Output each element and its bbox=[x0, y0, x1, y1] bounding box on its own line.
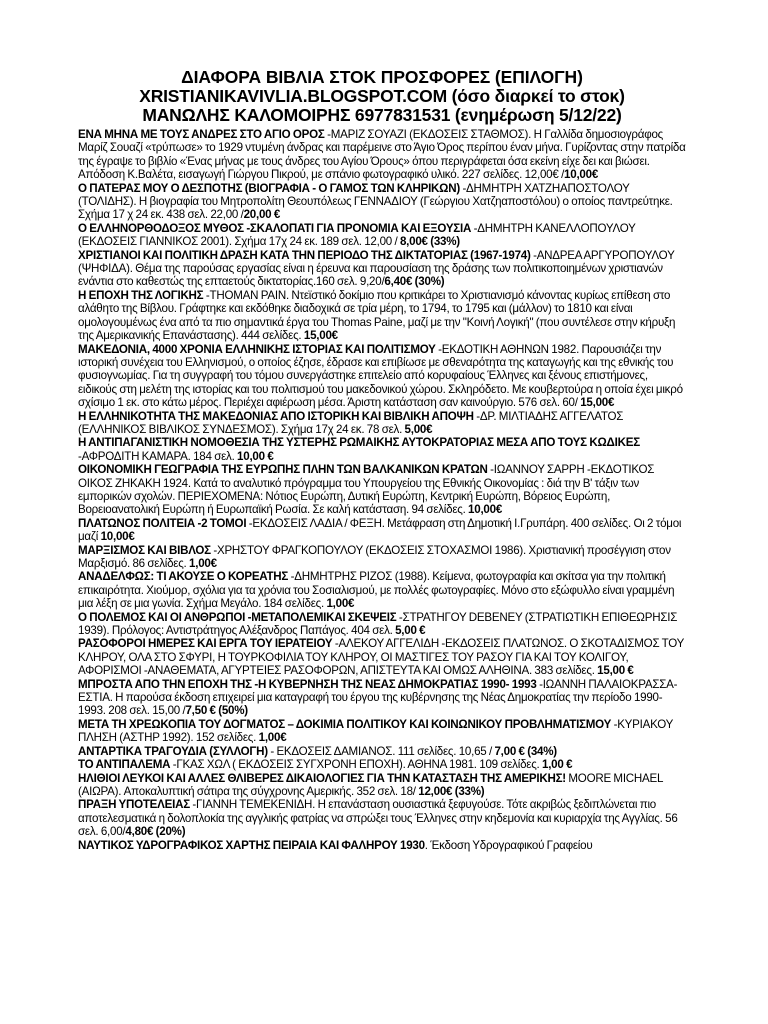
book-price: 12,00€ (33%) bbox=[418, 783, 485, 798]
book-price: 20,00 € bbox=[243, 207, 281, 222]
header-contact: ΜΑΝΩΛΗΣ ΚΑΛΟΜΟΙΡΗΣ 6977831531 (ενημέρωση 5/12/22) bbox=[142, 105, 622, 125]
book-entry bbox=[78, 517, 686, 544]
book-price: 5,00€ bbox=[404, 421, 433, 436]
book-title: Η ΑΝΤΙΠΑΓΑΝΙΣΤΙΚΗ ΝΟΜΟΘΕΣΙΑ ΤΗΣ ΥΣΤΕΡΗΣ ΡΩΜΑΙΚΗΣ ΑΥΤΟΚΡΑΤΟΡΙΑΣ ΜΕΣΑ ΑΠΟ ΤΟΥΣ ΚΩΔΙΚΕΣ bbox=[78, 435, 640, 450]
book-description: -ΙΩΑΝΝΟΥ ΣΑΡΡΗ -ΕΚΔΟΤΙΚΟΣ ΟΙΚΟΣ ΖΗΚΑΚΗ 1924. Κατά το αναλυτικό πρόγραμμα του Υπουργείου της Εθνικής Οικονομίας : διά την Β' τάξιν των εμπορικών σχολών. ΠΕΡΙΕΧΟΜΕΝΑ: Νότιος Ευρώπη, Δυτική Ευρώπη, Κεντρική Ευρώπη, Βόρειος Ευρώπη, Βορειοανατολική Ευρώπη ή Ευρωπαϊκή Ρωσία. Σε καλή κατάσταση. 94 σελίδες. bbox=[78, 462, 655, 517]
book-title: ΤΟ ΑΝΤΙΠΑΛΕΜΑ bbox=[78, 757, 171, 772]
book-entry bbox=[78, 544, 686, 571]
book-title: ΑΝΤΑΡΤΙΚΑ ΤΡΑΓΟΥΔΙΑ (ΣΥΛΛΟΓΗ) bbox=[78, 743, 268, 758]
book-description: -ΙΩΑΝΝΗ ΠΑΛΑΙΟΚΡΑΣΣΑ- ΕΣΤΙΑ. Η παρούσα έκδοση επιχειρεί μια καταγραφή του έργου της κυβέρνησης της Νέας Δημοκρατίας την περίοδο 1990-1993. 208 σελ. 15,00 / bbox=[78, 676, 678, 718]
book-title: ΝΑΥΤΙΚΟΣ ΥΔΡΟΓΡΑΦΙΚΟΣ ΧΑΡΤΗΣ ΠΕΙΡΑΙΑ ΚΑΙ ΦΑΛΗΡΟΥ 1930 bbox=[78, 837, 425, 852]
book-entry bbox=[78, 128, 686, 182]
book-title: Ο ΕΛΛΗΝΟΡΘΟΔΟΞΟΣ ΜΥΘΟΣ -ΣΚΑΛΟΠΑΤΙ ΓΙΑ ΠΡΟΝΟΜΙΑ ΚΑΙ ΕΞΟΥΣΙΑ bbox=[78, 220, 472, 235]
book-price: 6,40€ (30%) bbox=[384, 274, 445, 289]
book-description: -ΕΚΔΟΣΕΙΣ ΛΑΔΙΑ / ΦΕΞΗ. Μετάφραση στη Δημοτική Ι.Γρυπάρη. 400 σελίδες. Οι 2 τόμοι μαζί bbox=[78, 515, 682, 544]
book-entry bbox=[78, 182, 686, 222]
book-title: ΠΡΑΞΗ ΥΠΟΤΕΛΕΙΑΣ bbox=[78, 797, 190, 812]
book-entry bbox=[78, 222, 686, 249]
book-title: ΜΕΤΑ ΤΗ ΧΡΕΩΚΟΠΙΑ ΤΟΥ ΔΟΓΜΑΤΟΣ – ΔΟΚΙΜΙΑ ΠΟΛΙΤΙΚΟΥ ΚΑΙ ΚΟΙΝΩΝΙΚΟΥ ΠΡΟΒΛΗΜΑΤΙΣΜΟΥ bbox=[78, 716, 612, 731]
book-entry bbox=[78, 637, 686, 677]
book-entry bbox=[78, 718, 686, 745]
book-title: Ο ΠΑΤΕΡΑΣ ΜΟΥ Ο ΔΕΣΠΟΤΗΣ (ΒΙΟΓΡΑΦΙΑ - Ο ΓΑΜΟΣ ΤΩΝ ΚΛΗΡΙΚΩΝ) bbox=[78, 180, 460, 195]
book-entry bbox=[78, 745, 686, 758]
book-title: ΧΡΙΣΤΙΑΝΟΙ ΚΑΙ ΠΟΛΙΤΙΚΗ ΔΡΑΣΗ ΚΑΤΑ ΤΗΝ ΠΕΡΙΟΔΟ ΤΗΣ ΔΙΚΤΑΤΟΡΙΑΣ (1967-1974) bbox=[78, 247, 531, 262]
book-title: Ο ΠΟΛΕΜΟΣ ΚΑΙ ΟΙ ΑΝΘΡΩΠΟΙ -ΜΕΤΑΠΟΛΕΜΙΚΑΙ ΣΚΕΨΕΙΣ bbox=[78, 609, 397, 624]
header-blog-url: XRISTIANIKAVIVLIA.BLOGSPOT.COM (όσο διαρκεί το στοκ) bbox=[139, 86, 625, 106]
book-price: 15,00€ bbox=[303, 328, 338, 343]
book-entry bbox=[78, 758, 686, 771]
document-header bbox=[78, 68, 686, 125]
book-description: -THOMAN PAIN. Ντεϊστικό δοκίμιο που κριτικάρει το Χριστιανισμό κάνοντας κυρίως επίθεση στο αλάθητο της Βίβλου. Γράφτηκε και εκδόθηκε διαδοχικά σε τρία μέρη, το 1794, το 1795 και (μάλλον) το 1810 και είναι ομολογουμένως ένα από τα πιο σημαντικά έργα του Thomas Paine, μαζί με την "Κοινή Λογική" (που συντέλεσε στην κήρυξη της Αμερικανικής Επανάστασης). 444 σελίδες. bbox=[78, 287, 676, 343]
book-title: ΕΝΑ ΜΗΝΑ ΜΕ ΤΟΥΣ ΑΝΔΡΕΣ ΣΤΟ ΑΓΙΟ ΟΡΟΣ bbox=[78, 127, 325, 141]
book-entry bbox=[78, 772, 686, 799]
book-price: 8,00€ (33%) bbox=[399, 234, 460, 249]
book-description: -ΕΚΔΟΤΙΚΗ ΑΘΗΝΩΝ 1982. Παρουσιάζει την ιστορική συνέχεια του Ελληνισμού, ο οποίος έζησε, έδρασε και επιβίωσε με σθεναρότητα της καταγωγής και της εθνικής του φυσιογνωμίας. Για τη συγγραφή του τόμου συνεργάστηκε επιτελείο από κορυφαίους Έλληνες και ξένους επιστήμονες, ειδικούς στη μελέτη της ιστορίας και του πολιτισμού του μακεδονικού χώρου. Σκληρόδετο. Με κουβερτούρα η οποία έχει μικρό σχίσιμο 1 εκ. στο κάτω μέρος. Περιέχει αφιέρωση μέσα. Άριστη κατάσταση σαν καινούργιο. 576 σελ. 60/ bbox=[78, 341, 683, 410]
book-entry bbox=[78, 436, 686, 463]
book-price: 10,00€ bbox=[468, 502, 503, 517]
book-price: 10,00€ bbox=[564, 167, 599, 182]
book-price: 10,00€ bbox=[100, 529, 135, 544]
book-entry bbox=[78, 463, 686, 517]
book-description: -ΔΡ. ΜΙΛΤΙΑΔΗΣ ΑΓΓΕΛΑΤΟΣ (ΕΛΛΗΝΙΚΟΣ ΒΙΒΛΙΚΟΣ ΣΥΝΔΕΣΜΟΣ). Σχήμα 17χ 24 εκ. 78 σελ. bbox=[78, 408, 624, 436]
book-title: ΜΑΡΞΙΣΜΟΣ ΚΑΙ ΒΙΒΛΟΣ bbox=[78, 542, 211, 557]
book-price: 15,00€ bbox=[580, 395, 615, 410]
book-description: -ΑΝΔΡΕΑ ΑΡΓΥΡΟΠΟΥΛΟΥ (ΨΗΦΙΔΑ). Θέμα της παρούσας εργασίας είναι η έρευνα και παρουσίαση της δράσης των πολιτικοποιημένων χριστιανών ενάντια στο καθεστώς της επταετούς δικτατορίας.160 σελ. 9,20/ bbox=[78, 247, 675, 289]
book-price: 1,00€ bbox=[326, 596, 355, 611]
book-entry bbox=[78, 678, 686, 718]
book-price: 4,80€ (20%) bbox=[125, 824, 186, 839]
book-title: Η ΕΠΟΧΗ ΤΗΣ ΛΟΓΙΚΗΣ bbox=[78, 287, 204, 302]
book-description: -ΔΗΜΗΤΡΗΣ ΡΙΖΟΣ (1988). Κείμενα, φωτογραφία και σκίτσα για την πολιτική επικαιρότητα. Χιούμορ, σχόλια για τα χρόνια του Σοσιαλισμού, με πολλές φωτογραφίες. Μόνο στο εξώφυλλο είναι γραμμένη μια λέξη σε μια γωνία. Σχήμα Μεγάλο. 184 σελίδες. bbox=[78, 569, 675, 611]
book-price: 1,00€ bbox=[189, 556, 217, 570]
book-description: - ΕΚΔΟΣΕΙΣ ΔΑΜΙΑΝΟΣ. 111 σελίδες. 10,65 / bbox=[267, 743, 495, 758]
book-description: . Έκδοση Υδρογραφικού Γραφείου bbox=[424, 837, 593, 852]
book-description: -ΓΚΑΣ ΧΩΛ ( ΕΚΔΟΣΕΙΣ ΣΥΓΧΡΟΝΗ ΕΠΟΧΗ). ΑΘΗΝΑ 1981. 109 σελίδες. bbox=[170, 757, 542, 772]
book-entry bbox=[78, 839, 686, 852]
book-description: -ΑΦΡΟΔΙΤΗ ΚΑΜΑΡΑ. 184 σελ. bbox=[78, 448, 238, 463]
book-price: 7,00 € (34%) bbox=[494, 743, 557, 758]
book-title: ΜΑΚΕΔΟΝΙΑ, 4000 ΧΡΟΝΙΑ ΕΛΛΗΝΙΚΗΣ ΙΣΤΟΡΙΑΣ ΚΑΙ ΠΟΛΙΤΙΣΜΟΥ bbox=[78, 341, 436, 356]
book-entry bbox=[78, 798, 686, 838]
book-description: MOORE MICHAEL (ΑΙΩΡΑ). Αποκαλυπτική σάτιρα της σύγχρονης Αμερικής. 352 σελ. 18/ bbox=[78, 770, 663, 798]
book-entry bbox=[78, 289, 686, 343]
book-description: -ΓΙΑΝΝΗ ΤΕΜΕΚΕΝΙΔΗ. Η επανάσταση ουσιαστικά ξεφυγούσε. Τότε ακριβώς ξεδιπλώνεται πιο αποτελεσματικά η δολοπλοκία της αγγλικής φατρίας να σπρώξει τους Έλληνες στην κηδεμονία και κυριαρχία της Αγγλίας. 56 σελ. 6,00/ bbox=[78, 797, 678, 839]
book-entry bbox=[78, 410, 686, 437]
book-price: 7,50 € (50%) bbox=[185, 703, 248, 718]
book-description: -ΑΛΕΚΟΥ ΑΓΓΕΛΙΔΗ -ΕΚΔΟΣΕΙΣ ΠΛΑΤΩΝΟΣ. Ο ΣΚΟΤΑΔΙΣΜΟΣ ΤΟΥ ΚΛΗΡΟΥ, ΟΛΑ ΣΤΟ ΣΦΥΡΙ, Η ΤΟΥΡΚΟΦΙΛΙΑ ΤΟΥ ΚΛΗΡΟΥ, ΟΙ ΜΑΣΤΙΓΕΣ ΤΟΥ ΡΑΣΟΥ ΓΙΑ ΚΑΙ ΤΟΥ ΚΟΛΙΓΟΥ, ΑΦΟΡΙΣΜΟΙ -ΑΝΑΘΕΜΑΤΑ, ΑΓΥΡΤΕΙΕΣ ΡΑΣΟΦΟΡΩΝ, ΑΠΙΣΤΕΥΤΑ ΚΑΙ ΟΜΩΣ ΑΛΗΘΙΝΑ. 383 σελίδες. bbox=[78, 636, 684, 678]
book-description: -ΧΡΗΣΤΟΥ ΦΡΑΓΚΟΠΟΥΛΟΥ (ΕΚΔΟΣΕΙΣ ΣΤΟΧΑΣΜΟΙ 1986). Χριστιανική προσέγγιση στον Μαρξισμό. 86 σελίδες. bbox=[78, 542, 671, 570]
header-title: ΔΙΑΦΟΡΑ ΒΙΒΛΙΑ ΣΤΟΚ ΠΡΟΣΦΟΡΕΣ (ΕΠΙΛΟΓΗ) bbox=[181, 67, 583, 87]
book-description: -ΚΥΡΙΑΚΟΥ ΠΛΗΣΗ (ΑΣΤΗΡ 1992). 152 σελίδες. bbox=[78, 716, 673, 745]
book-title: ΑΝΑΔΕΛΦΩΣ: ΤΙ ΑΚΟΥΣΕ Ο ΚΟΡΕΑΤΗΣ bbox=[78, 569, 289, 584]
document-page bbox=[78, 68, 686, 852]
book-description: -ΜΑΡΙΖ ΣΟΥΑΖΙ (ΕΚΔΟΣΕΙΣ ΣΤΑΘΜΟΣ). Η Γαλλίδα δημοσιογράφος Μαρίζ Σουαζί «τρύπωσε» το 1929 ντυμένη άνδρας και παρέμεινε στο Άγιο Όρος περίπου έναν μήνα. Γυρίζοντας στην πατρίδα της έγραψε το βιβλίο «Ένας μήνας με τους άνδρες του Αγίου Όρους» όπου περιγράφεται όσα εκείνη είχε δει και βιώσει. Απόδοση Κ.Βαλέτα, εισαγωγή Γιώργου Πικρού, με σπάνιο φωτογραφικό υλικό. 227 σελίδες. 12,00€ / bbox=[78, 127, 686, 182]
book-title: ΗΛΙΘΙΟΙ ΛΕΥΚΟΙ ΚΑΙ ΑΛΛΕΣ ΘΛΙΒΕΡΕΣ ΔΙΚΑΙΟΛΟΓΙΕΣ ΓΙΑ ΤΗΝ ΚΑΤΑΣΤΑΣΗ ΤΗΣ ΑΜΕΡΙΚΗΣ! bbox=[78, 770, 566, 785]
book-entry bbox=[78, 611, 686, 638]
book-description: -ΔΗΜΗΤΡΗ ΚΑΝΕΛΛΟΠΟΥΛΟΥ (ΕΚΔΟΣΕΙΣ ΓΙΑΝΝΙΚΟΣ 2001). Σχήμα 17χ 24 εκ. 189 σελ. 12,00 / bbox=[78, 220, 636, 249]
book-price: 1,00€ bbox=[258, 730, 287, 745]
book-title: ΜΠΡΟΣΤΑ ΑΠΟ ΤΗΝ ΕΠΟΧΗ ΤΗΣ -Η ΚΥΒΕΡΝΗΣΗ ΤΗΣ ΝΕΑΣ ΔΗΜΟΚΡΑΤΙΑΣ 1990- 1993 bbox=[78, 676, 537, 691]
book-entry bbox=[78, 570, 686, 610]
book-price: 5,00 € bbox=[395, 623, 426, 638]
book-description: -ΔΗΜΗΤΡΗ ΧΑΤΖΗΑΠΟΣΤΟΛΟΥ (ΤΟΛΙΔΗΣ). Η βιογραφία του Μητροπολίτη Θεουπόλεως ΓΕΝΝΑΔΙΟΥ (Γεώργιου Χατζηαποστόλου) ο οποίος παντρεύτηκε. Σχήμα 17 χ 24 εκ. 438 σελ. 22,00 / bbox=[78, 180, 673, 222]
book-entry bbox=[78, 249, 686, 289]
book-title: ΟΙΚΟΝΟΜΙΚΗ ΓΕΩΓΡΑΦΙΑ ΤΗΣ ΕΥΡΩΠΗΣ ΠΛΗΝ ΤΩΝ ΒΑΛΚΑΝΙΚΩΝ ΚΡΑΤΩΝ bbox=[78, 462, 488, 477]
book-title: ΠΛΑΤΩΝΟΣ ΠΟΛΙΤΕΙΑ -2 ΤΟΜΟΙ bbox=[78, 515, 247, 530]
book-title: ΡΑΣΟΦΟΡΟΙ ΗΜΕΡΕΣ ΚΑΙ ΕΡΓΑ ΤΟΥ ΙΕΡΑΤΕΙΟΥ bbox=[78, 636, 333, 651]
book-entry bbox=[78, 343, 686, 410]
book-description: -ΣΤΡΑΤΗΓΟΥ DEBENEY (ΣΤΡΑΤΙΩΤΙΚΗ ΕΠΙΘΕΩΡΗΣΙΣ 1939). Πρόλογος: Αντιστράτηγος Αλέξανδρος Παπάγος. 404 σελ. bbox=[78, 609, 678, 638]
book-title: Η ΕΛΛΗΝΙΚΟΤΗΤΑ ΤΗΣ ΜΑΚΕΔΟΝΙΑΣ ΑΠΟ ΙΣΤΟΡΙΚΗ ΚΑΙ ΒΙΒΛΙΚΗ ΑΠΟΨΗ bbox=[78, 408, 474, 423]
book-price: 1,00 € bbox=[541, 757, 573, 772]
book-price: 10,00 € bbox=[237, 448, 274, 463]
book-list bbox=[78, 128, 686, 852]
book-price: 15,00 € bbox=[597, 663, 634, 678]
